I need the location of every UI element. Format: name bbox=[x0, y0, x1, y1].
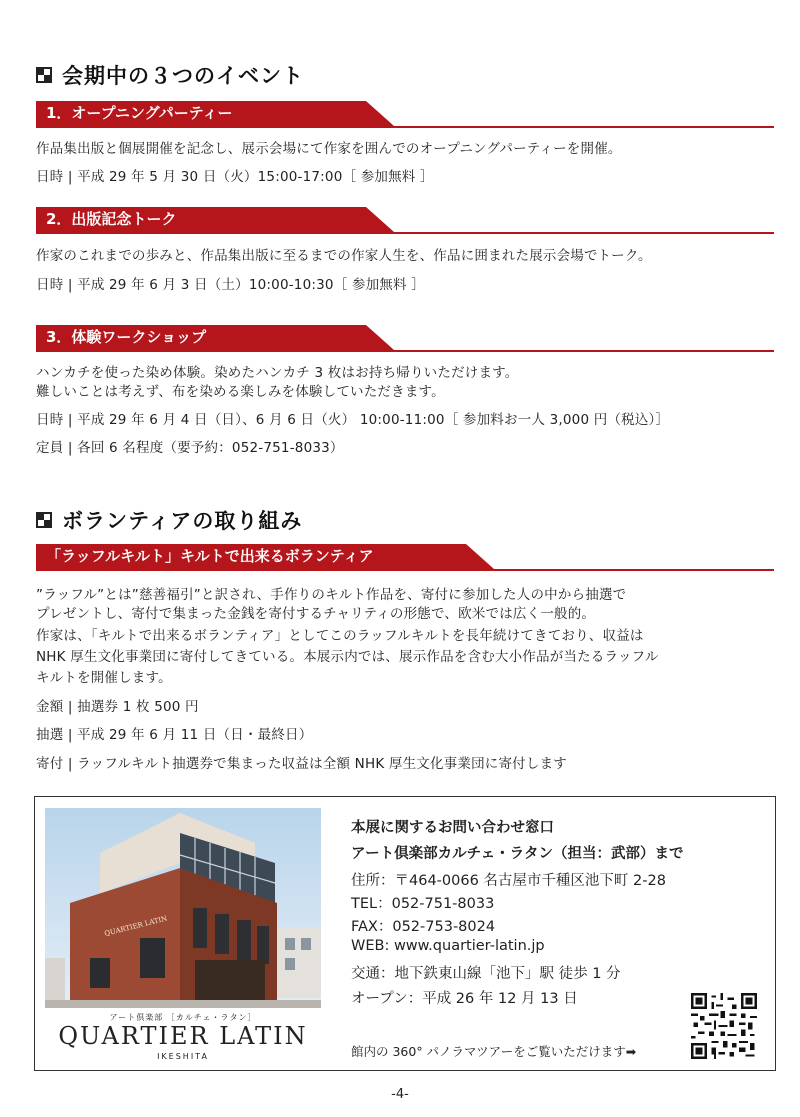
page-number: -4- bbox=[391, 1087, 409, 1102]
event-label: 3．体験ワークショップ bbox=[36, 325, 366, 350]
event-capacity: 定員 | 各回 6 名程度（要予約：052-751-8033） bbox=[36, 440, 344, 456]
section-heading: ボランティアの取り組み bbox=[62, 509, 303, 533]
logo-subtitle: アート倶楽部 ［カルチェ・ラタン］ bbox=[109, 1013, 257, 1022]
volunteer-draw-date: 抽選 | 平成 29 年 6 月 11 日（日・最終日） bbox=[36, 727, 313, 743]
event-banner-3 bbox=[36, 325, 774, 352]
quartier-latin-logo bbox=[45, 1008, 321, 1066]
panorama-note: 館内の 360° パノラマツアーをご覧いただけます➡ bbox=[351, 1044, 637, 1059]
event-banner-2 bbox=[36, 207, 774, 234]
event-label: 1．オープニングパーティー bbox=[36, 101, 366, 126]
section-title-events bbox=[36, 60, 304, 90]
volunteer-label: 「ラッフルキルト」キルトで出来るボランティア bbox=[36, 544, 466, 569]
section-heading: 会期中の３つのイベント bbox=[62, 64, 304, 88]
volunteer-text: キルトを開催します。 bbox=[36, 670, 172, 686]
volunteer-text: ”ラッフル”とは”慈善福引”と訳され、手作りのキルト作品を、寄付に参加した人の中から抽選で bbox=[36, 587, 627, 603]
volunteer-text: 作家は、「キルトで出来るボランティア」としてこのラッフルキルトを長年続けてきており、収益は bbox=[36, 628, 644, 644]
building-photo bbox=[45, 808, 321, 1008]
building-sign-text: QUARTIER LATIN bbox=[103, 914, 169, 938]
checker-square-icon bbox=[36, 67, 52, 83]
event-description: 難しいことは考えず、布を染める楽しみを体験していただきます。 bbox=[36, 384, 445, 400]
contact-fax: FAX：052-753-8024 bbox=[351, 919, 496, 935]
event-datetime: 日時 | 平成 29 年 6 月 3 日（土）10:00-10:30［ 参加無料 ］ bbox=[36, 277, 425, 293]
contact-opening-date: オープン：平成 26 年 12 月 13 日 bbox=[351, 991, 578, 1007]
contact-organization: アート倶楽部カルチェ・ラタン（担当：武部）まで bbox=[351, 846, 684, 862]
event-datetime: 日時 | 平成 29 年 6 月 4 日（日）、6 月 6 日（火） 10:00-11:00［ 参加料お一人 3,000 円（税込）］ bbox=[36, 412, 670, 428]
event-datetime: 日時 | 平成 29 年 5 月 30 日（火）15:00-17:00［ 参加無料 ］ bbox=[36, 169, 434, 185]
event-description: 作家のこれまでの歩みと、作品集出版に至るまでの作家人生を、作品に囲まれた展示会場でトーク。 bbox=[36, 248, 652, 264]
volunteer-price: 金額 | 抽選券 1 枚 500 円 bbox=[36, 699, 199, 715]
volunteer-donation: 寄付 | ラッフルキルト抽選券で集まった収益は全額 NHK 厚生文化事業団に寄付します bbox=[36, 756, 567, 772]
contact-address: 住所：〒464-0066 名古屋市千種区池下町 2-28 bbox=[351, 873, 666, 889]
volunteer-text: プレゼントし、寄付で集まった金銭を寄付するチャリティの形態で、欧米では広く一般的。 bbox=[36, 606, 596, 622]
contact-access: 交通：地下鉄東山線「池下」駅 徒歩 1 分 bbox=[351, 966, 621, 982]
checker-square-icon bbox=[36, 512, 52, 528]
event-description: 作品集出版と個展開催を記念し、展示会場にて作家を囲んでのオープニングパーティーを開催。 bbox=[36, 141, 622, 157]
logo-location: IKESHITA bbox=[157, 1052, 209, 1061]
event-banner-1 bbox=[36, 101, 774, 128]
contact-tel: TEL：052-751-8033 bbox=[351, 896, 495, 912]
contact-web: WEB: www.quartier-latin.jp bbox=[351, 938, 545, 954]
event-label: 2．出版記念トーク bbox=[36, 207, 366, 232]
logo-wordmark: QUARTIER LATIN bbox=[58, 1022, 308, 1050]
building-illustration bbox=[45, 808, 321, 1008]
section-title-volunteer bbox=[36, 505, 302, 535]
contact-box bbox=[34, 796, 776, 1071]
volunteer-text: NHK 厚生文化事業団に寄付してきている。本展示内では、展示作品を含む大小作品が当たるラッフル bbox=[36, 649, 659, 665]
event-description: ハンカチを使った染め体験。染めたハンカチ 3 枚はお持ち帰りいただけます。 bbox=[36, 365, 519, 381]
contact-heading: 本展に関するお問い合わせ窓口 bbox=[351, 820, 554, 836]
volunteer-banner bbox=[36, 544, 774, 571]
qr-code-icon[interactable] bbox=[691, 993, 757, 1059]
